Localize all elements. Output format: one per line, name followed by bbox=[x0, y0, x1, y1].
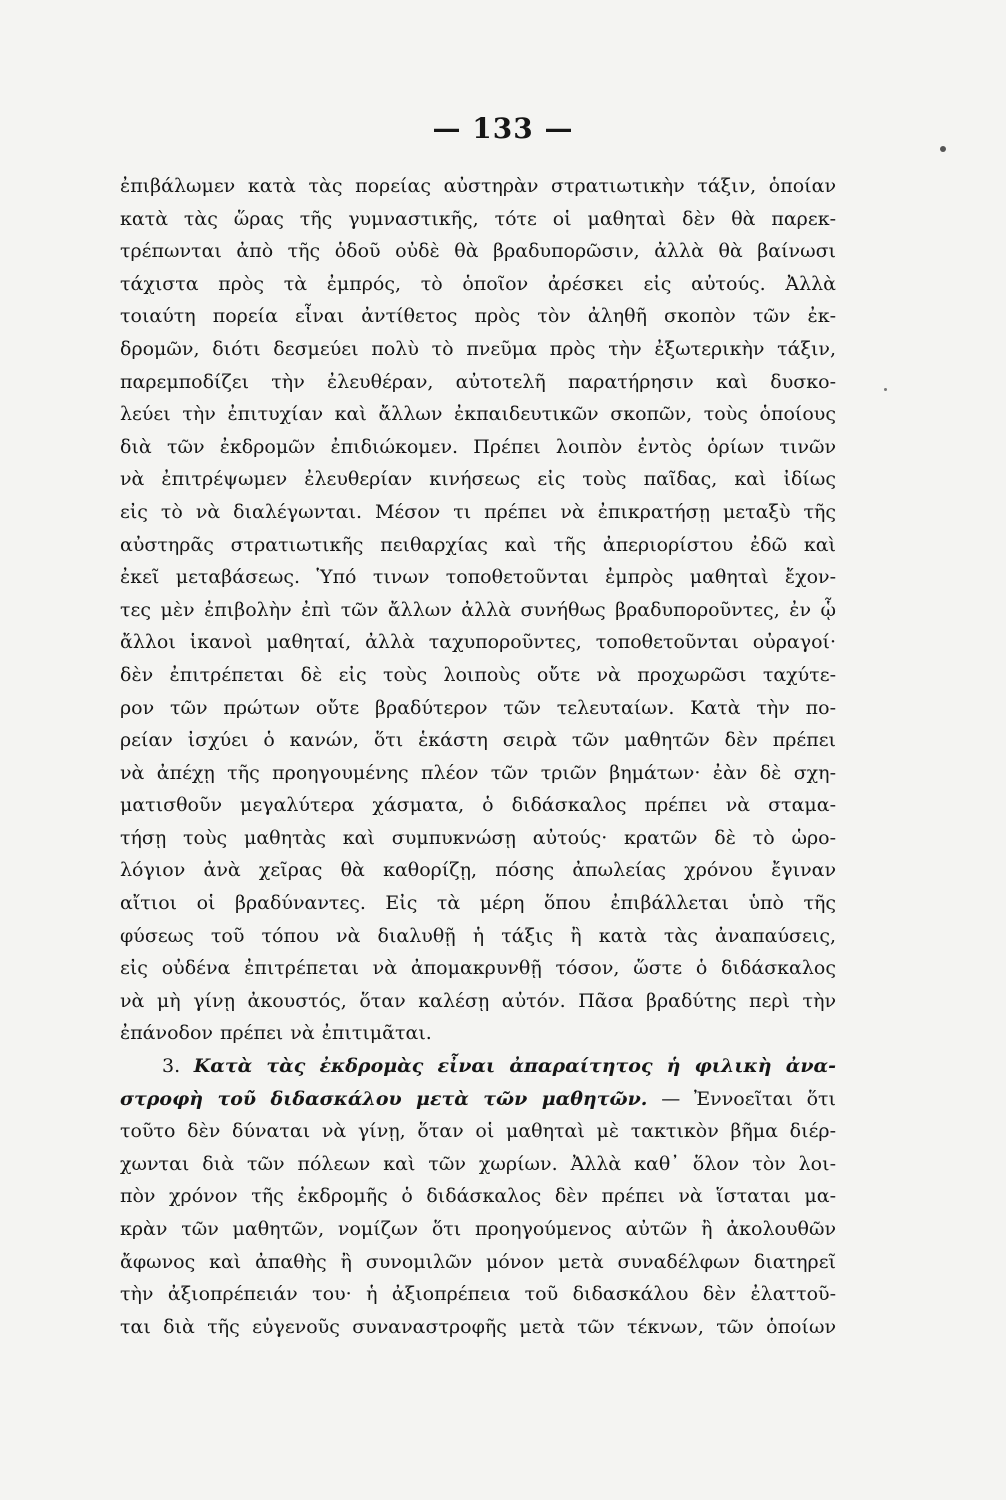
section-number: 3. bbox=[162, 1055, 181, 1078]
text-line: ρείαν ἰσχύει ὁ κανών, ὅτι ἑκάστη σειρὰ τῶν μαθητῶν δὲν πρέπει bbox=[120, 729, 836, 752]
text-line: τάχιστα πρὸς τὰ ἐμπρός, τὸ ὁποῖον ἀρέσκει εἰς αὐτούς. Ἀλλὰ bbox=[120, 272, 836, 295]
text-line: πὸν χρόνον τῆς ἐκδρομῆς ὁ διδάσκαλος δὲν πρέπει νὰ ἵσταται μα- bbox=[120, 1185, 836, 1208]
text-line: νὰ μὴ γίνῃ ἀκουστός, ὅταν καλέσῃ αὐτόν. Πᾶσα βραδύτης περὶ τὴν bbox=[120, 989, 836, 1012]
text-line: ἐκεῖ μεταβάσεως. Ὑπό τινων τοποθετοῦνται ἐμπρὸς μαθηταὶ ἔχον- bbox=[120, 566, 836, 589]
text-line: ἐπιβάλωμεν κατὰ τὰς πορείας αὐστηρὰν στρατιωτικὴν τάξιν, ὁποίαν bbox=[120, 175, 836, 197]
page-number: — 133 — bbox=[432, 112, 574, 145]
text-line: λεύει τὴν ἐπιτυχίαν καὶ ἄλλων ἐκπαιδευτικῶν σκοπῶν, τοὺς ὁποίους bbox=[120, 403, 836, 426]
text-line: δρομῶν, διότι δεσμεύει πολὺ τὸ πνεῦμα πρὸς τὴν ἐξωτερικὴν τάξιν, bbox=[120, 337, 836, 360]
text-line: διὰ τῶν ἐκδρομῶν ἐπιδιώκομεν. Πρέπει λοιπὸν ἐντὸς ὁρίων τινῶν bbox=[120, 435, 836, 458]
text-line: νὰ ἐπιτρέψωμεν ἐλευθερίαν κινήσεως εἰς τοὺς παῖδας, καὶ ἰδίως bbox=[120, 468, 836, 491]
text-line: αὐστηρᾶς στρατιωτικῆς πειθαρχίας καὶ τῆς ἀπεριορίστου ἐδῶ καὶ bbox=[120, 533, 836, 556]
text-line: χωνται διὰ τῶν πόλεων καὶ τῶν χωρίων. Ἀλλὰ καθ᾽ ὅλον τὸν λοι- bbox=[120, 1152, 836, 1175]
text-line: ματισθοῦν μεγαλύτερα χάσματα, ὁ διδάσκαλος πρέπει νὰ σταμα- bbox=[120, 794, 836, 817]
section-text: — Ἐννοεῖται ὅτι bbox=[661, 1087, 836, 1110]
text-line: τοιαύτη πορεία εἶναι ἀντίθετος πρὸς τὸν ἀληθῆ σκοπὸν τῶν ἐκ- bbox=[120, 305, 836, 328]
text-line: εἰς οὐδένα ἐπιτρέπεται νὰ ἀπομακρυνθῇ τόσον, ὥστε ὁ διδάσκαλος bbox=[120, 957, 836, 980]
ink-speck bbox=[940, 146, 946, 152]
text-line: ρον τῶν πρώτων οὔτε βραδύτερον τῶν τελευταίων. Κατὰ τὴν πο- bbox=[120, 696, 836, 719]
text-line: τες μὲν ἐπιβολὴν ἐπὶ τῶν ἄλλων ἀλλὰ συνήθως βραδυποροῦντες, ἐν ᾧ bbox=[120, 598, 836, 621]
text-line: ἄφωνος καὶ ἀπαθὴς ἢ συνομιλῶν μόνον μετὰ συναδέλφων διατηρεῖ bbox=[120, 1250, 836, 1273]
text-line: λόγιον ἀνὰ χεῖρας θὰ καθορίζῃ, πόσης ἀπωλείας χρόνου ἔγιναν bbox=[120, 859, 836, 882]
text-line: νὰ ἀπέχῃ τῆς προηγουμένης πλέον τῶν τριῶν βημάτων· ἐὰν δὲ σχη- bbox=[120, 761, 836, 784]
text-line: εἰς τὸ νὰ διαλέγωνται. Μέσον τι πρέπει νὰ ἐπικρατήσῃ μεταξὺ τῆς bbox=[120, 500, 836, 523]
text-line: ἄλλοι ἱκανοὶ μαθηταί, ἀλλὰ ταχυποροῦντες, τοποθετοῦνται οὐραγοί· bbox=[120, 631, 836, 654]
text-line: τήσῃ τοὺς μαθητὰς καὶ συμπυκνώσῃ αὐτούς· κρατῶν δὲ τὸ ὡρο- bbox=[120, 826, 836, 849]
text-line: τρέπωνται ἀπὸ τῆς ὁδοῦ οὐδὲ θὰ βραδυπορῶσιν, ἀλλὰ θὰ βαίνωσι bbox=[120, 240, 836, 263]
text-line: δὲν ἐπιτρέπεται δὲ εἰς τοὺς λοιποὺς οὔτε νὰ προχωρῶσι ταχύτε- bbox=[120, 663, 836, 686]
text-line: τὴν ἀξιοπρέπειάν του· ἡ ἀξιοπρέπεια τοῦ διδασκάλου δὲν ἐλαττοῦ- bbox=[120, 1283, 836, 1306]
section-heading-continued: στροφὴ τοῦ διδασκάλου μετὰ τῶν μαθητῶν. bbox=[120, 1087, 648, 1110]
text-line: αἴτιοι οἱ βραδύναντες. Εἰς τὰ μέρη ὅπου ἐπιβάλλεται ὑπὸ τῆς bbox=[120, 892, 836, 915]
section-heading: Κατὰ τὰς ἐκδρομὰς εἶναι ἀπαραίτητος ἡ φιλικὴ ἀνα- bbox=[193, 1055, 837, 1078]
text-line: κατὰ τὰς ὥρας τῆς γυμναστικῆς, τότε οἱ μαθηταὶ δὲν θὰ παρεκ- bbox=[120, 207, 836, 230]
text-line: τοῦτο δὲν δύναται νὰ γίνῃ, ὅταν οἱ μαθηταὶ μὲ τακτικὸν βῆμα διέρ- bbox=[120, 1120, 836, 1143]
body-text bbox=[120, 170, 836, 1343]
text-line: φύσεως τοῦ τόπου νὰ διαλυθῇ ἡ τάξις ἢ κατὰ τὰς ἀναπαύσεις, bbox=[120, 924, 836, 947]
text-line: ται διὰ τῆς εὐγενοῦς συναναστροφῆς μετὰ τῶν τέκνων, τῶν ὁποίων bbox=[120, 1315, 836, 1338]
ink-speck bbox=[884, 388, 887, 391]
text-line: ἐπάνοδον πρέπει νὰ ἐπιτιμᾶται. bbox=[120, 1022, 432, 1045]
text-line: κρὰν τῶν μαθητῶν, νομίζων ὅτι προηγούμενος αὐτῶν ἢ ἀκολουθῶν bbox=[120, 1218, 836, 1240]
text-line: παρεμποδίζει τὴν ἐλευθέραν, αὐτοτελῆ παρατήρησιν καὶ δυσκο- bbox=[120, 370, 836, 393]
section-heading-line bbox=[120, 1083, 836, 1116]
section-heading-line bbox=[120, 1050, 836, 1083]
